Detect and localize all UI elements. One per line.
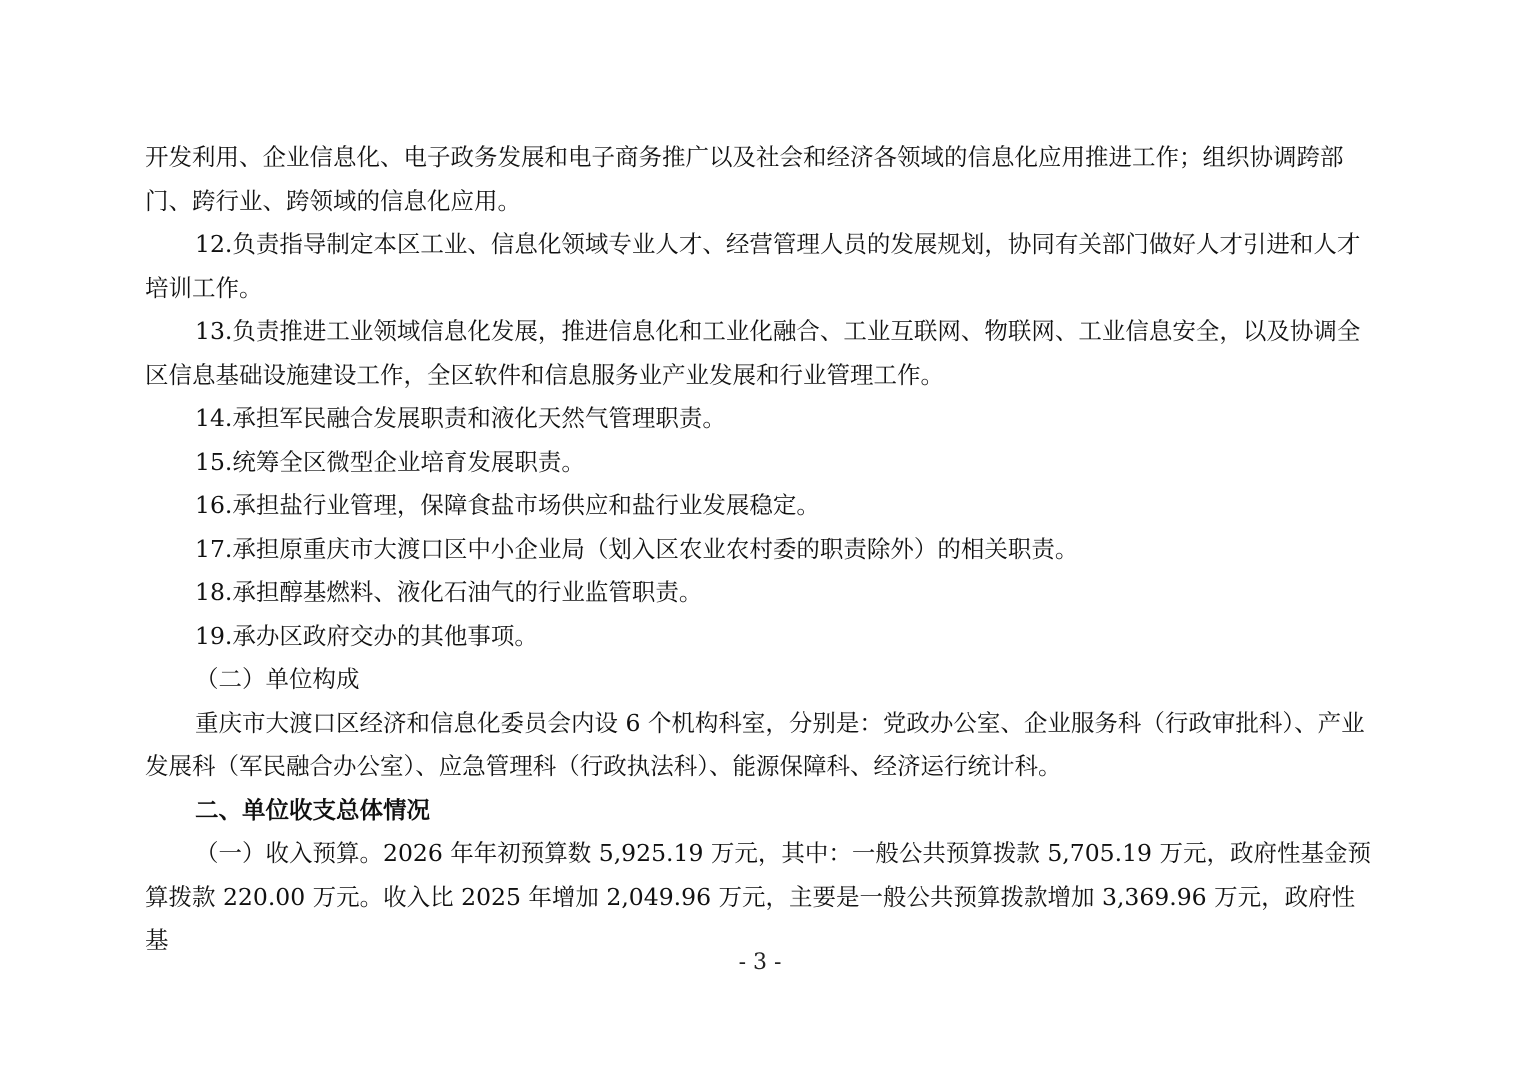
page-number: - 3 -: [738, 950, 782, 975]
paragraph-item-13: 13.负责推进工业领域信息化发展，推进信息化和工业化融合、工业互联网、物联网、工业信息安全，以及协调全区信息基础设施建设工作，全区软件和信息服务业产业发展和行业管理工作。: [145, 317, 1361, 389]
document-body: [145, 136, 1377, 963]
paragraph-item-14: 14.承担军民融合发展职责和液化天然气管理职责。: [195, 404, 726, 432]
paragraph-unit-composition: 重庆市大渡口区经济和信息化委员会内设 6 个机构科室，分别是：党政办公室、企业服务科（行政审批科）、产业发展科（军民融合办公室）、应急管理科（行政执法科）、能源保障科、经济运行统计科。: [145, 708, 1365, 780]
subsection-heading-unit-composition: （二）单位构成: [195, 665, 360, 693]
section-heading-income-expenditure: 二、单位收支总体情况: [195, 795, 430, 824]
paragraph-item-16: 16.承担盐行业管理，保障食盐市场供应和盐行业发展稳定。: [195, 491, 820, 519]
paragraph-continuation: 开发利用、企业信息化、电子政务发展和电子商务推广以及社会和经济各领域的信息化应用推进工作；组织协调跨部门、跨行业、跨领域的信息化应用。: [145, 143, 1344, 215]
paragraph-item-15: 15.统筹全区微型企业培育发展职责。: [195, 447, 585, 476]
paragraph-item-17: 17.承担原重庆市大渡口区中小企业局（划入区农业农村委的职责除外）的相关职责。: [195, 534, 1079, 563]
paragraph-item-18: 18.承担醇基燃料、液化石油气的行业监管职责。: [195, 578, 703, 606]
paragraph-item-12: 12.负责指导制定本区工业、信息化领域专业人才、经营管理人员的发展规划，协同有关部门做好人才引进和人才培训工作。: [145, 230, 1361, 302]
paragraph-item-19: 19.承办区政府交办的其他事项。: [195, 621, 538, 650]
paragraph-income-budget: （一）收入预算。2026 年年初预算数 5,925.19 万元，其中：一般公共预算拨款 5,705.19 万元，政府性基金预算拨款 220.00 万元。收入比 2025 年增加 2,049.96 万元，主要是一般公共预算拨款增加 3,369.96 万元，政府性基: [145, 839, 1371, 954]
